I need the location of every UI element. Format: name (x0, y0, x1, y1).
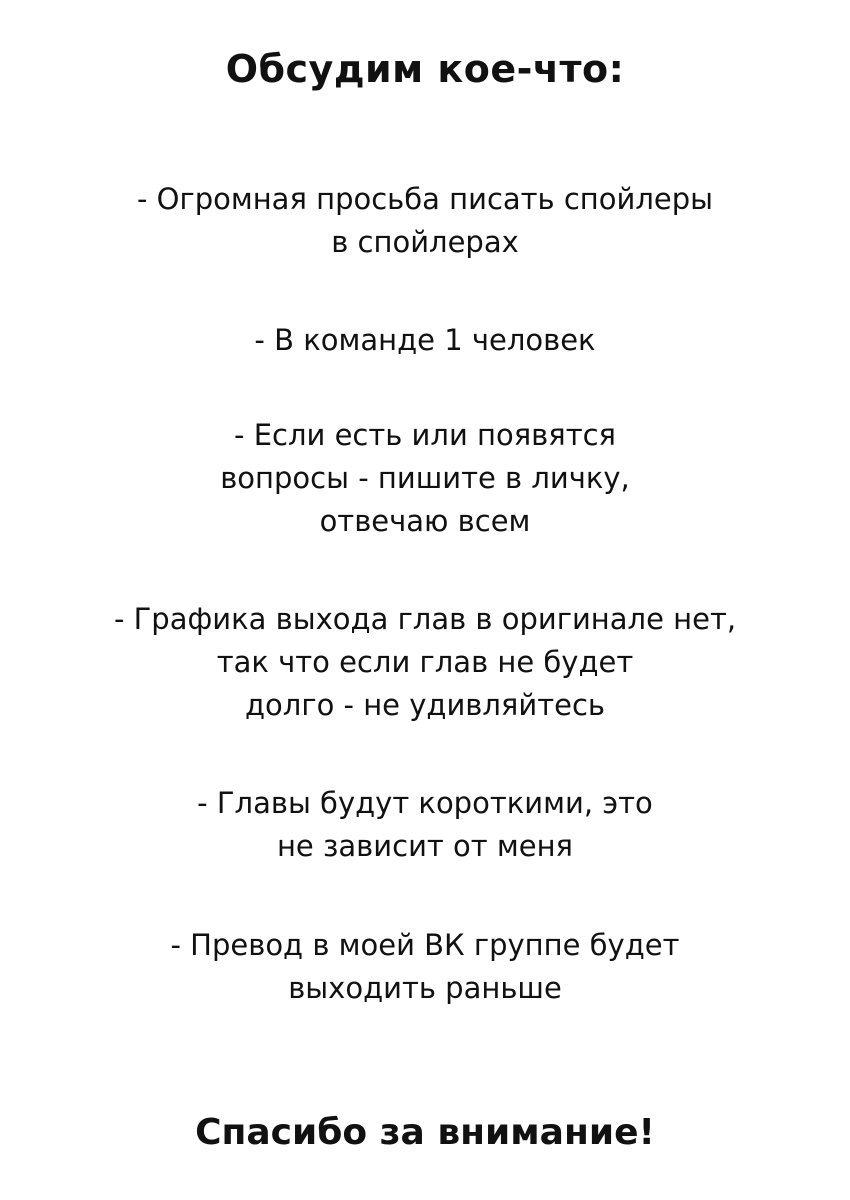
notice-item-questions (0, 414, 850, 543)
notice-line: - Графика выхода глав в оригинале нет, (113, 602, 737, 636)
thank-you-footer: Спасибо за внимание! (195, 1112, 655, 1153)
notice-item-team (0, 319, 850, 362)
notice-line: - Огромная просьба писать спойлеры (136, 182, 714, 216)
notice-line: вопросы - пишите в личку, (220, 461, 630, 495)
notice-line: - Превод в моей ВК группе будет (170, 928, 680, 962)
notice-line: долго - не удивляйтесь (245, 688, 605, 722)
notice-line: - Если есть или появятся (234, 418, 616, 452)
page-title: Обсудим кое-что: (225, 47, 625, 91)
notice-line: не зависит от меня (276, 829, 574, 863)
notice-item-spoilers (0, 178, 850, 264)
notice-line: - Главы будут короткими, это (197, 786, 653, 820)
notice-line: - В команде 1 человек (254, 323, 596, 357)
notice-item-chapter-length (0, 782, 850, 868)
notice-item-schedule (0, 598, 850, 727)
notice-line: так что если глав не будет (216, 645, 634, 679)
notice-item-vk-group (0, 924, 850, 1010)
notice-line: в спойлерах (331, 225, 519, 259)
notice-line: отвечаю всем (319, 504, 531, 538)
notice-line: выходить раньше (288, 971, 562, 1005)
